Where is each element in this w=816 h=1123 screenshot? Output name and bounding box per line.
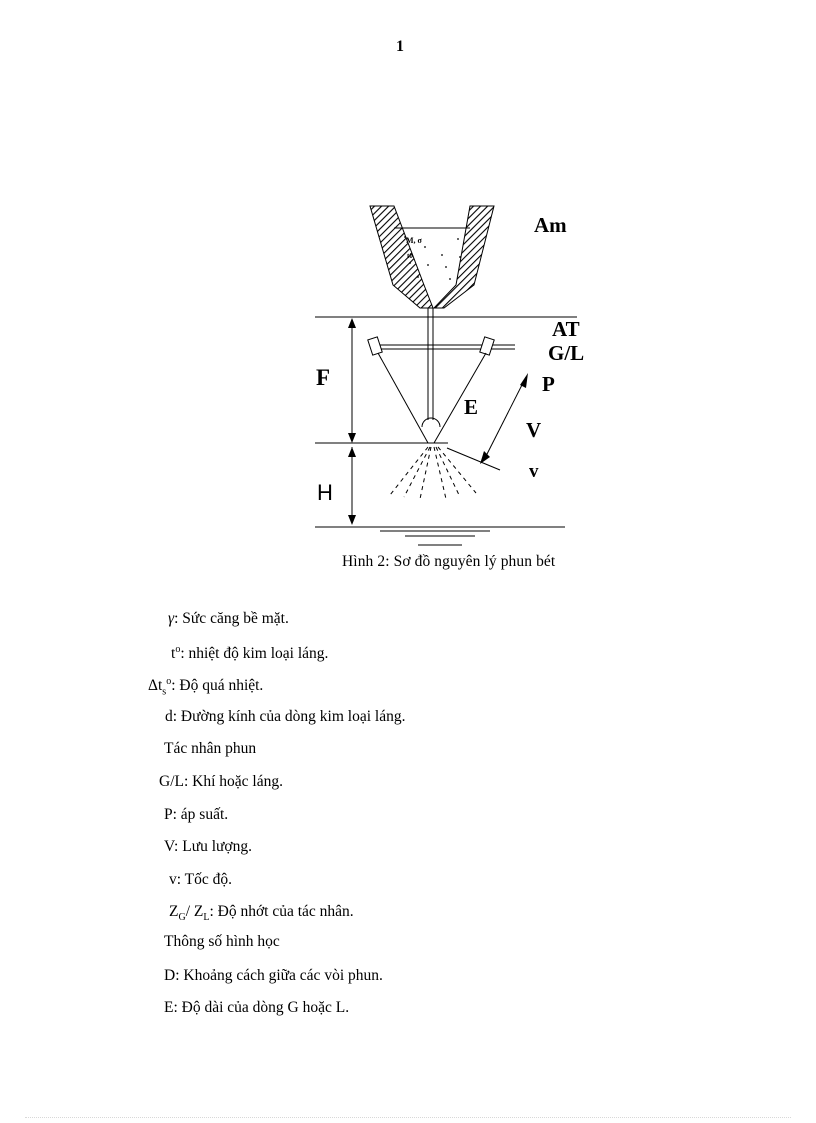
legend-flow: V: Lưu lượng. [164,838,252,855]
legend-gas-liquid: G/L: Khí hoặc láng. [159,773,283,790]
atomization-diagram [300,195,620,565]
label-at: AT [552,317,580,341]
label-h: H [317,480,333,505]
legend-superheat: $\Delta t_s^o$: Độ quá nhiệt. [148,676,264,698]
legend-pressure: P: áp suất. [164,806,229,823]
legend-diameter: d: Đường kính của dòng kim loại láng. [165,708,406,725]
legend-gamma: γ: Sức căng bề mặt. [168,610,289,627]
diagram-svg [300,195,620,565]
legend-distance: D: Khoảng cách giữa các vòi phun. [164,967,383,984]
right-nozzle [480,337,494,355]
page-bottom-rule [25,1117,791,1118]
figure-caption: Hình 2: Sơ đồ nguyên lý phun bét [342,553,556,570]
label-e: E [464,395,479,419]
crucible-right-wall [434,206,494,308]
label-f: F [316,365,331,390]
label-v-lower: v [529,461,539,482]
crucible-left-wall [370,206,433,308]
label-v-upper: V [526,418,542,442]
label-am: Am [534,213,567,237]
legend-geometry-heading: Thông số hình học [164,933,280,950]
legend-speed: v: Tốc độ. [169,871,232,888]
legend-temperature: $t^o$: nhiệt độ kim loại láng. [171,644,329,663]
temp-label: t0 [407,252,413,260]
legend-viscosity: $Z_G/$ $Z_L$: Độ nhớt của tác nhân. [169,903,354,924]
label-p: P [542,372,555,396]
label-gl: G/L [548,341,585,365]
left-nozzle [368,337,382,355]
melt-label: M, σ [406,236,422,245]
legend-length: E: Độ dài của dòng G hoặc L. [164,999,350,1016]
page-number: 1 [396,38,404,55]
legend-agent-heading: Tác nhân phun [164,740,257,757]
